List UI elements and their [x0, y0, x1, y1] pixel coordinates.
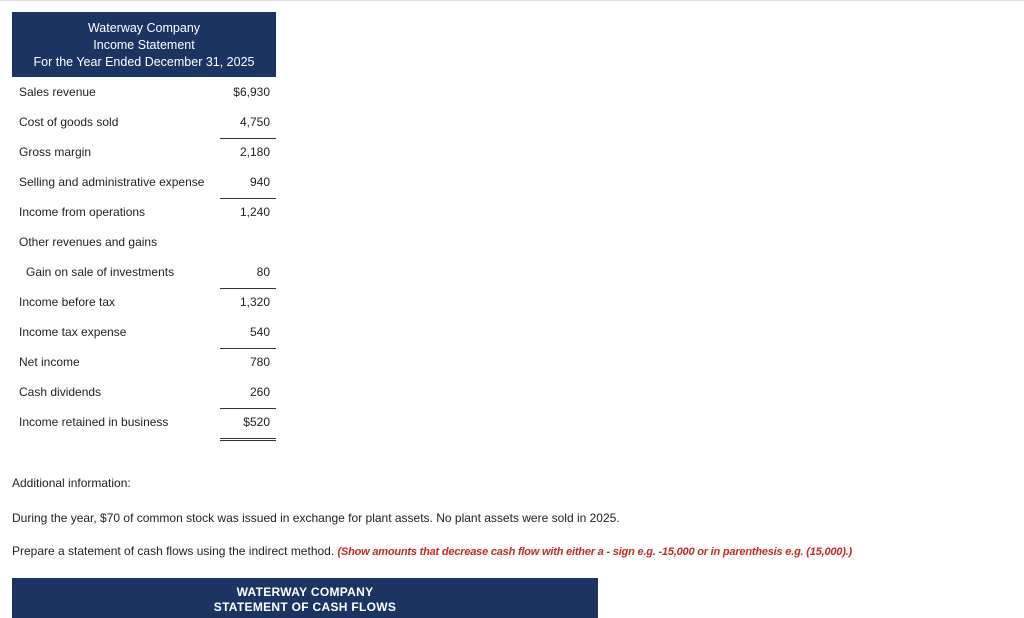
row-label: Net income — [19, 355, 80, 369]
row-label: Cost of goods sold — [19, 115, 119, 129]
cash-flow-title: STATEMENT OF CASH FLOWS — [213, 600, 397, 614]
row-label: Income retained in business — [19, 415, 169, 429]
table-row — [12, 107, 276, 137]
table-row — [12, 317, 276, 347]
row-amount: 80 — [220, 265, 276, 289]
income-statement-header — [12, 12, 276, 77]
row-amount: 260 — [220, 385, 276, 409]
table-row — [12, 347, 276, 377]
row-amount: 780 — [249, 355, 270, 369]
row-label: Gross margin — [19, 145, 92, 159]
table-row — [12, 167, 276, 197]
row-label: Selling and administrative expense — [19, 175, 205, 189]
row-amount: $520 — [220, 415, 276, 441]
cash-flow-company-name: WATERWAY COMPANY — [236, 585, 374, 599]
row-label: Income before tax — [19, 295, 116, 309]
instruction-text — [12, 544, 852, 558]
table-row — [12, 197, 276, 227]
row-amount: 540 — [220, 325, 276, 349]
company-name: Waterway Company — [87, 21, 201, 35]
instruction-main: Prepare a statement of cash flows using the indirect method. — [12, 544, 335, 558]
row-amount: $6,930 — [233, 85, 270, 99]
additional-info-heading: Additional information: — [12, 476, 131, 490]
row-label: Income tax expense — [19, 325, 127, 339]
row-amount: 940 — [220, 175, 276, 199]
table-row — [12, 377, 276, 407]
row-amount: 4,750 — [220, 115, 276, 139]
top-divider — [0, 0, 1024, 1]
cash-flow-statement-header — [12, 578, 598, 618]
table-row — [12, 407, 276, 437]
instruction-hint: (Show amounts that decrease cash flow with either a - sign e.g. -15,000 or in parenthesis e.g. (15,000).) — [337, 546, 852, 558]
row-amount: 1,320 — [239, 295, 270, 309]
additional-info-paragraph: During the year, $70 of common stock was issued in exchange for plant assets. No plant assets were sold in 2025. — [12, 511, 620, 525]
row-label: Cash dividends — [19, 385, 102, 399]
statement-title: Income Statement — [93, 38, 195, 52]
row-amount — [218, 235, 270, 252]
row-amount: 1,240 — [239, 205, 270, 219]
table-row — [12, 287, 276, 317]
row-label: Income from operations — [19, 205, 146, 219]
table-row — [12, 77, 276, 107]
table-row — [12, 257, 276, 287]
row-label: Gain on sale of investments — [26, 265, 175, 279]
table-row — [12, 137, 276, 167]
statement-period: For the Year Ended December 31, 2025 — [33, 55, 255, 69]
income-statement-table — [12, 12, 276, 437]
row-label: Other revenues and gains — [19, 235, 158, 249]
row-amount: 2,180 — [239, 145, 270, 159]
table-row — [12, 227, 276, 257]
row-label: Sales revenue — [19, 85, 96, 99]
